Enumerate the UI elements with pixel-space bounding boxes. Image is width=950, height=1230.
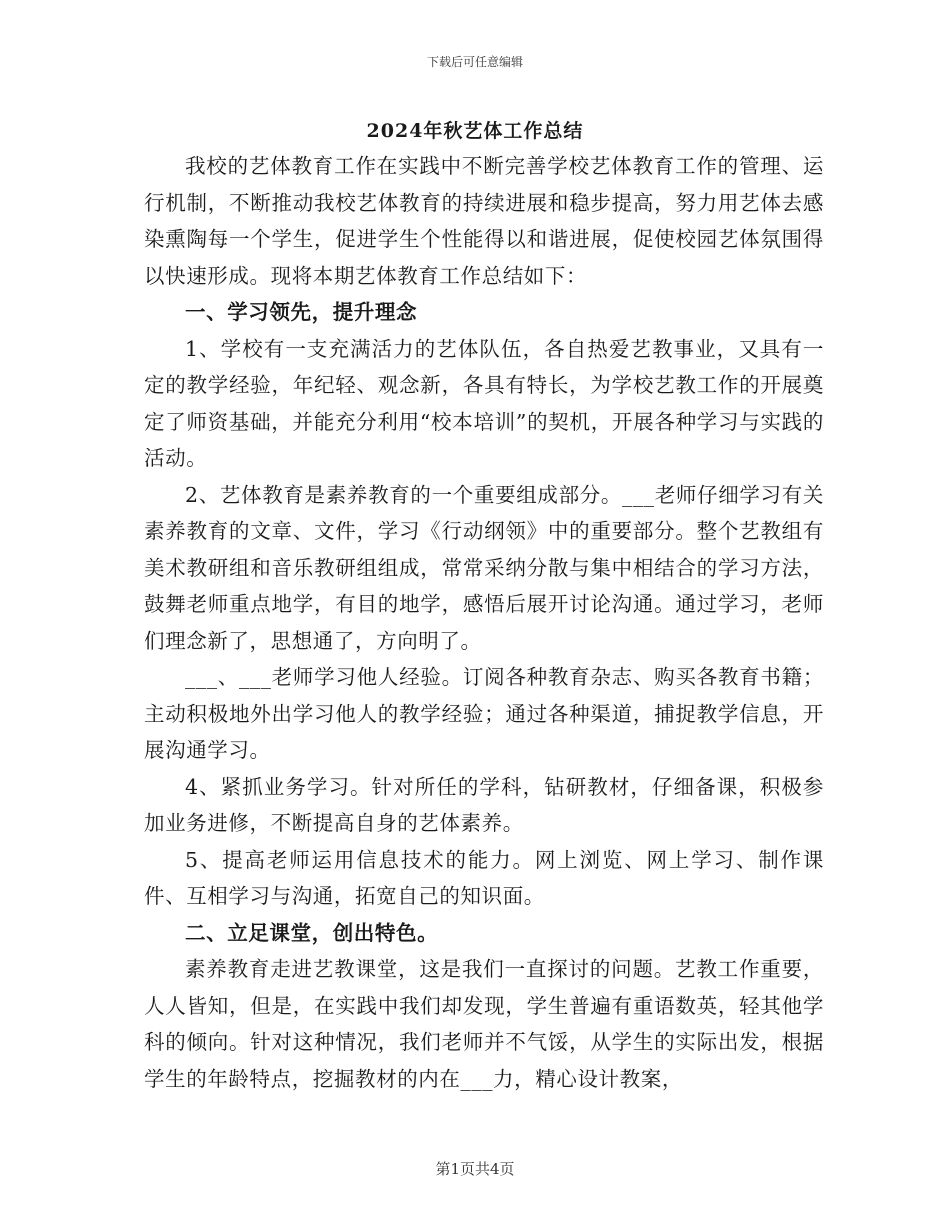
section-1-paragraph-1: 1、学校有一支充满活力的艺体队伍，各自热爱艺教事业，又具有一定的教学经验，年纪轻、观念新，各具有特长，为学校艺教工作的开展奠定了师资基础，并能充分利用“校本培训”的契机，开展各种学习与实践的活动。 [144, 336, 824, 470]
section-1-paragraph-3: ___、___老师学习他人经验。订阅各种教育杂志、购买各教育书籍；主动积极地外出学习他人的教学经验；通过各种渠道，捕捉教学信息，开展沟通学习。 [144, 665, 824, 762]
intro-paragraph: 我校的艺体教育工作在实践中不断完善学校艺体教育工作的管理、运行机制，不断推动我校艺体教育的持续进展和稳步提高，努力用艺体去感染熏陶每一个学生，促进学生个性能得以和谐进展，促使校园艺体氛围得以快速形成。现将本期艺体教育工作总结如下： [144, 154, 824, 288]
section-2-heading: 二、立足课堂，创出特色。 [185, 920, 439, 945]
section-1-heading: 一、学习领先，提升理念 [185, 300, 418, 324]
section-1-paragraph-2: 2、艺体教育是素养教育的一个重要组成部分。___老师仔细学习有关素养教育的文章、文件，学习《行动纲领》中的重要部分。整个艺教组有美术教研组和音乐教研组组成，常常采纳分散与集中相结合的学习方法，鼓舞老师重点地学，有目的地学，感悟后展开讨论沟通。通过学习，老师们理念新了，思想通了，方向明了。 [144, 482, 824, 653]
section-2-paragraph-1: 素养教育走进艺教课堂，这是我们一直探讨的问题。艺教工作重要，人人皆知，但是，在实践中我们却发现，学生普遍有重语数英，轻其他学科的倾向。针对这种情况，我们老师并不气馁，从学生的实际出发，根据学生的年龄特点，挖掘教材的内在___力，精心设计教案， [144, 957, 824, 1091]
section-1-paragraph-5: 5、提高老师运用信息技术的能力。网上浏览、网上学习、制作课件、互相学习与沟通，拓宽自己的知识面。 [144, 847, 824, 908]
document-body [144, 148, 824, 1097]
document-title: 2024年秋艺体工作总结 [366, 120, 584, 142]
page-number: 第1页共4页 [435, 1160, 515, 1178]
page-header-note: 下载后可任意编辑 [426, 55, 523, 69]
section-1-paragraph-4: 4、紧抓业务学习。针对所任的学科，钻研教材，仔细备课，积极参加业务进修，不断提高自身的艺体素养。 [144, 774, 824, 835]
